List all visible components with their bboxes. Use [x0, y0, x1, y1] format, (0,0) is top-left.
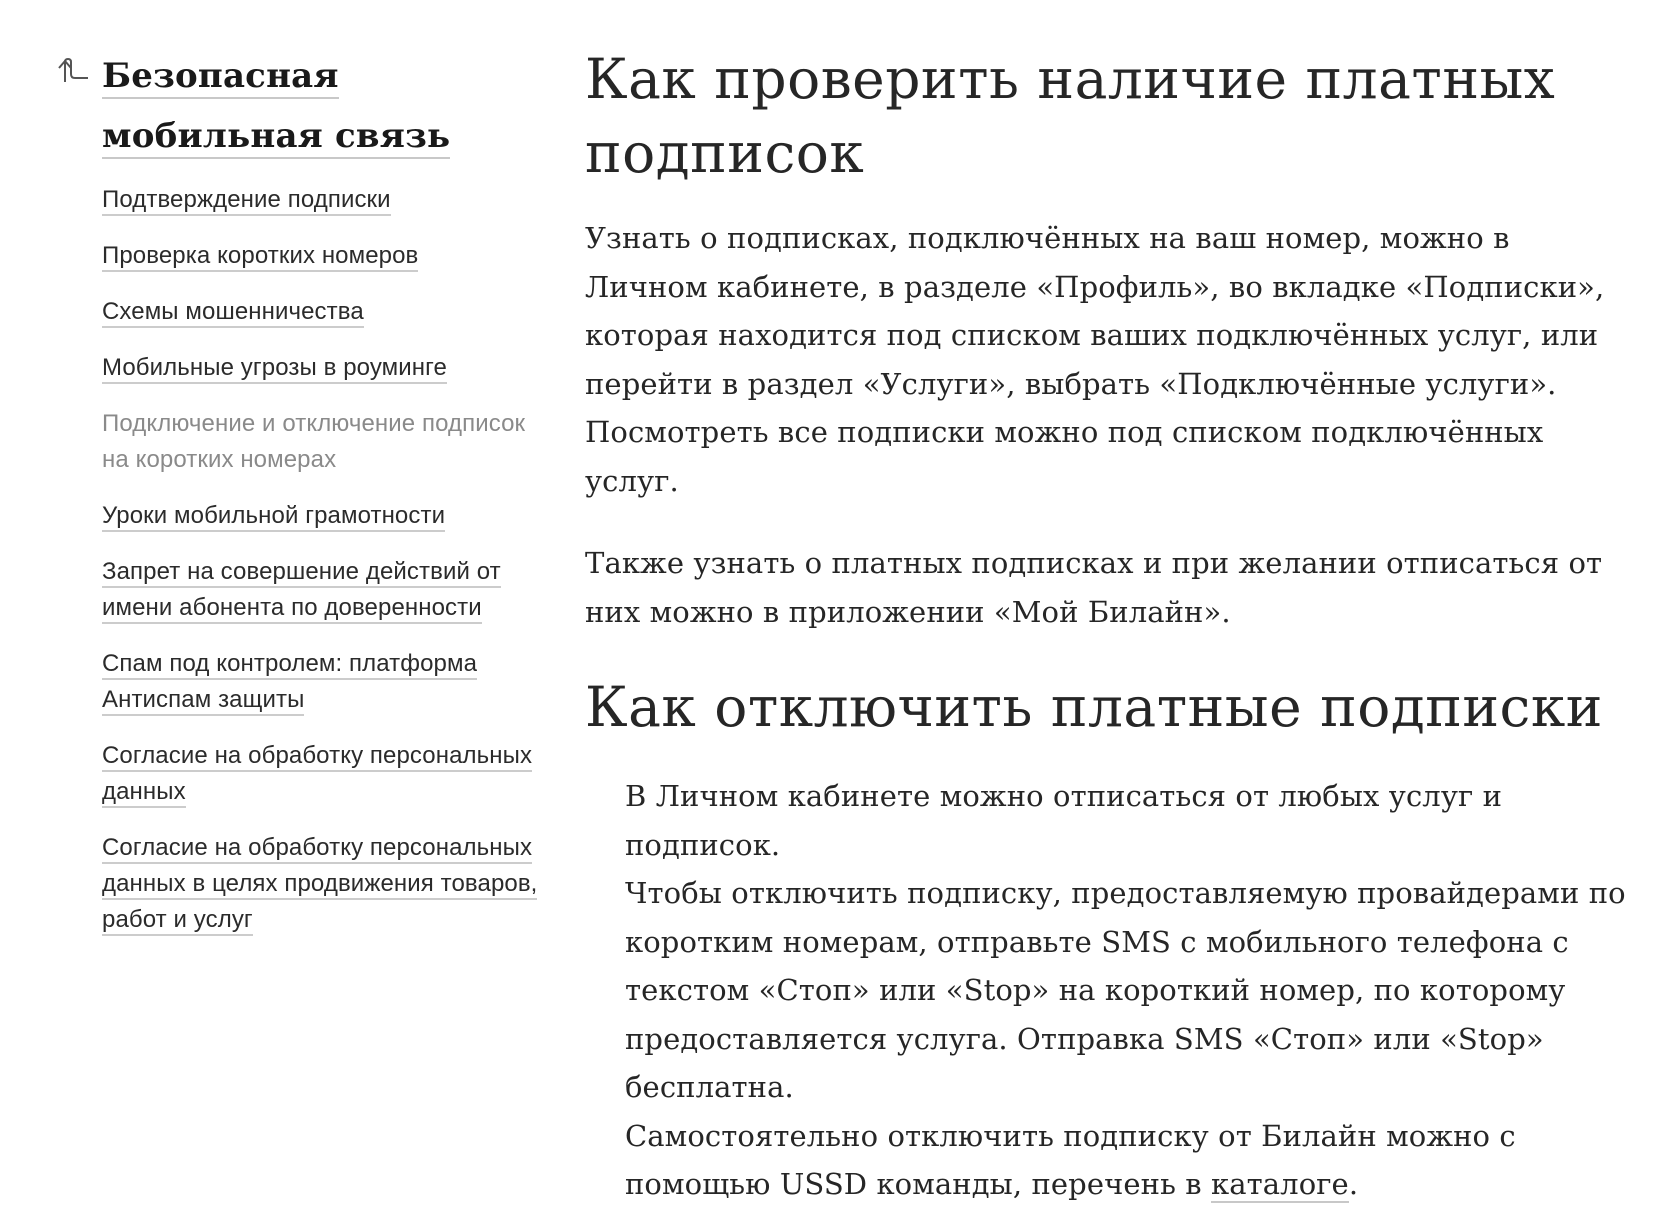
sidebar-item-link[interactable]: Мобильные угрозы в роуминге [102, 354, 447, 384]
sidebar-title-link[interactable]: Безопасная мобильная связь [102, 56, 450, 159]
sidebar-item-marketing-consent [102, 830, 556, 938]
paragraph-disable-by-sms: Чтобы отключить подписку, предоставляемую провайдерами по коротким номерам, отправьте SMS с мобильного телефона с текстом «Стоп» или «Stop» на короткий номер, по которому предоставляется услуга. Отправка SMS «Стоп» или «Stop» бесплатна. [625, 876, 1626, 1104]
section-heading-disable-subscriptions: Как отключить платные подписки [585, 675, 1603, 739]
paragraph-check-in-account: Узнать о подписках, подключённых на ваш номер, можно в Личном кабинете, в разделе «Профиль», во вкладке «Подписки», которая находится под списком ваших подключённых услуг, или перейти в раздел «Услуги», выбрать «Подключённые услуги». Посмотреть все подписки можно под списком подключённых услуг. [585, 221, 1605, 498]
sidebar-item-fraud-schemes [102, 294, 556, 330]
sidebar-item-link[interactable]: Подтверждение подписки [102, 186, 391, 216]
sidebar-item-link[interactable]: Запрет на совершение действий от имени абонента по доверенности [102, 558, 501, 624]
sidebar-item-current-label: Подключение и отключение подписок на коротких номерах [102, 410, 526, 473]
sidebar-item-link[interactable]: Проверка коротких номеров [102, 242, 418, 272]
sidebar-item-proxy-ban [102, 554, 556, 626]
sidebar-item-short-numbers-check [102, 238, 556, 274]
sidebar-item-link[interactable]: Уроки мобильной грамотности [102, 502, 445, 532]
sidebar-title[interactable] [102, 46, 556, 166]
return-arrow-icon[interactable] [56, 56, 90, 86]
sidebar-item-link[interactable]: Согласие на обработку персональных данных в целях продвижения товаров, работ и услуг [102, 834, 537, 936]
sidebar-item-antispam [102, 646, 556, 718]
section-heading-check-subscriptions: Как проверить наличие платных подписок [585, 47, 1556, 185]
catalog-link[interactable]: каталоге [1211, 1167, 1349, 1201]
sidebar-item-link[interactable]: Согласие на обработку персональных данных [102, 742, 532, 808]
main-content [585, 42, 1635, 1209]
sidebar-item-mobile-literacy [102, 498, 556, 534]
disable-instructions [625, 772, 1635, 1209]
sidebar-list [102, 182, 556, 938]
sidebar-item-data-consent [102, 738, 556, 810]
paragraph-disable-in-account: В Личном кабинете можно отписаться от любых услуг и подписок. [625, 779, 1503, 862]
sidebar-item-link[interactable]: Спам под контролем: платформа Антиспам защиты [102, 650, 477, 716]
ussd-text: Самостоятельно отключить подписку от Билайн можно с помощью USSD команды, перечень в [625, 1118, 1516, 1201]
sidebar-item-subscription-confirmation [102, 182, 556, 218]
sidebar-item-link[interactable]: Схемы мошенничества [102, 298, 364, 328]
ussd-text-end: . [1348, 1167, 1359, 1201]
paragraph-check-in-app: Также узнать о платных подписках и при желании отписаться от них можно в приложении «Мой Билайн». [585, 546, 1603, 629]
sidebar-item-current-page [102, 406, 556, 478]
sidebar-item-roaming-threats [102, 350, 556, 386]
sidebar-nav [56, 46, 556, 958]
paragraph-disable-by-ussd [625, 1112, 1635, 1209]
